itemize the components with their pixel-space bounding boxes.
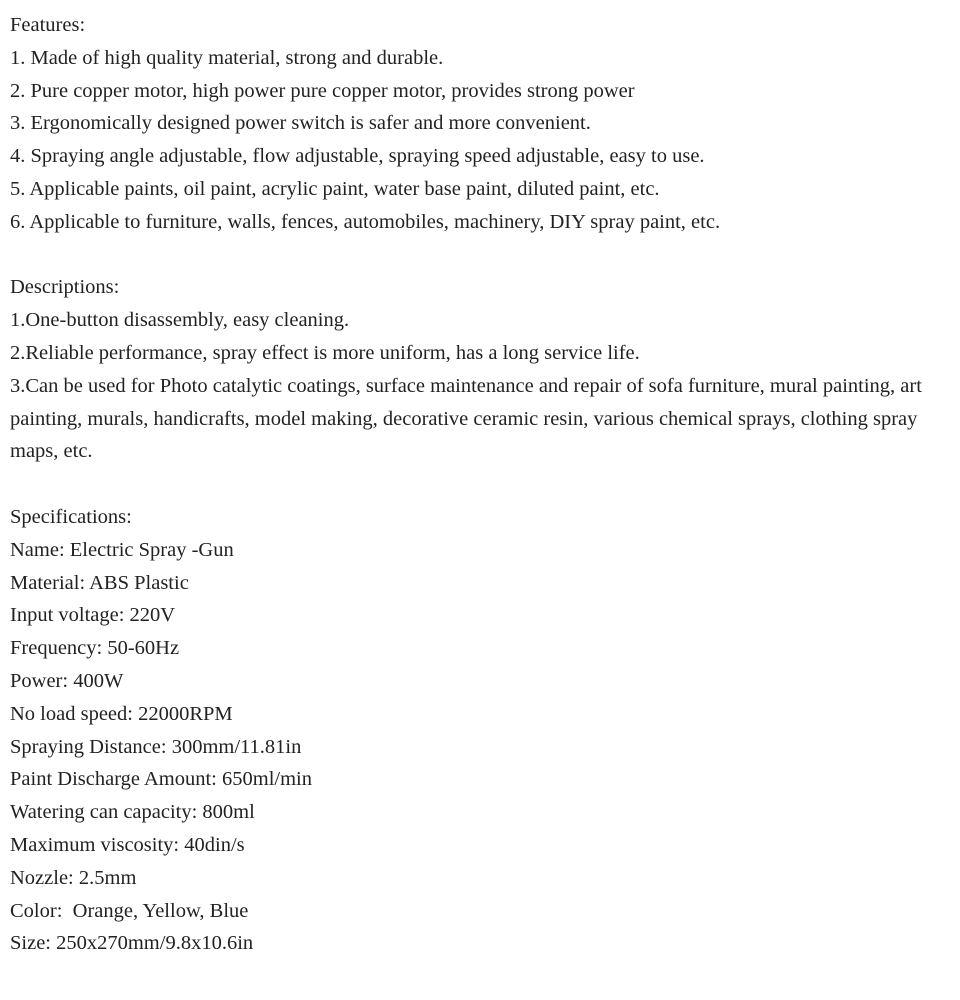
spec-item-nozzle: Nozzle: 2.5mm (10, 866, 137, 889)
specifications-heading: Specifications: (10, 505, 132, 528)
spec-item-viscosity: Maximum viscosity: 40din/s (10, 833, 245, 856)
spec-item-color: Color: Orange, Yellow, Blue (10, 899, 249, 922)
product-description (10, 9, 950, 960)
specifications-section (10, 501, 950, 960)
description-item: 1.One-button disassembly, easy cleaning. (10, 309, 350, 332)
feature-item: 2. Pure copper motor, high power pure copper motor, provides strong power (10, 79, 635, 102)
feature-item: 6. Applicable to furniture, walls, fences, automobiles, machinery, DIY spray paint, etc. (10, 210, 721, 233)
features-section (10, 9, 950, 239)
spec-item-material: Material: ABS Plastic (10, 571, 189, 594)
spec-item-spraying-distance: Spraying Distance: 300mm/11.81in (10, 735, 302, 758)
spec-item-frequency: Frequency: 50-60Hz (10, 637, 180, 660)
section-spacer (10, 239, 950, 272)
feature-item: 3. Ergonomically designed power switch is safer and more convenient. (10, 112, 591, 135)
section-spacer (10, 468, 950, 501)
descriptions-heading: Descriptions: (10, 276, 120, 299)
description-item: 2.Reliable performance, spray effect is more uniform, has a long service life. (10, 341, 640, 364)
spec-item-no-load-speed: No load speed: 22000RPM (10, 702, 233, 725)
feature-item: 5. Applicable paints, oil paint, acrylic paint, water base paint, diluted paint, etc. (10, 177, 660, 200)
spec-item-paint-discharge: Paint Discharge Amount: 650ml/min (10, 768, 312, 791)
spec-item-input-voltage: Input voltage: 220V (10, 604, 176, 627)
descriptions-section (10, 271, 950, 468)
feature-item: 4. Spraying angle adjustable, flow adjustable, spraying speed adjustable, easy to use. (10, 145, 705, 168)
spec-item-name: Name: Electric Spray -Gun (10, 538, 234, 561)
spec-item-capacity: Watering can capacity: 800ml (10, 801, 255, 824)
feature-item: 1. Made of high quality material, strong and durable. (10, 46, 444, 69)
spec-item-size: Size: 250x270mm/9.8x10.6in (10, 932, 254, 955)
description-item: 3.Can be used for Photo catalytic coatings, surface maintenance and repair of sofa furniture, mural painting, art painting, murals, handicrafts, model making, decorative ceramic resin, various chemical sprays, clothing spray maps, etc. (10, 374, 928, 463)
spec-item-power: Power: 400W (10, 669, 124, 692)
features-heading: Features: (10, 14, 86, 36)
